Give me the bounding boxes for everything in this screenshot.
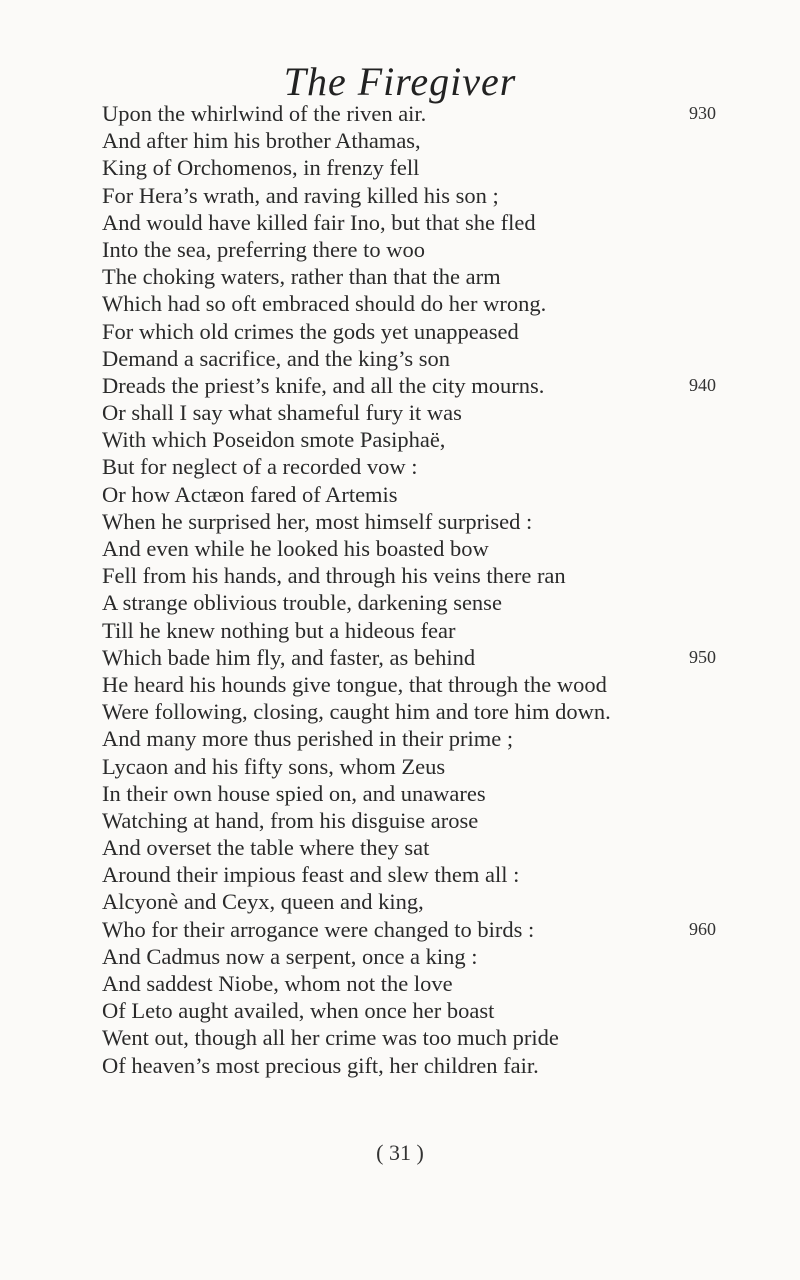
verse-text: Watching at hand, from his disguise arose <box>102 807 479 833</box>
verse-line <box>102 562 722 589</box>
verse-line <box>102 753 722 780</box>
line-number: 950 <box>689 646 716 667</box>
verse-text: Which bade him fly, and faster, as behind <box>102 644 476 670</box>
verse-text: Around their impious feast and slew them all : <box>102 862 520 888</box>
verse-text: Which had so oft embraced should do her wrong. <box>102 291 547 317</box>
verse-line <box>102 535 722 562</box>
verse-line <box>102 943 722 970</box>
verse-line <box>102 453 722 480</box>
verse-text: Who for their arrogance were changed to birds : <box>102 916 535 942</box>
verse-line <box>102 318 722 345</box>
verse-text: In their own house spied on, and unawares <box>102 780 486 806</box>
verse-line <box>102 589 722 616</box>
verse-text: Upon the whirlwind of the riven air. <box>102 101 427 126</box>
verse-text: Fell from his hands, and through his veins there ran <box>102 563 566 589</box>
verse-text: With which Poseidon smote Pasiphaë, <box>102 427 446 453</box>
page-number: ( 31 ) <box>376 1140 424 1165</box>
verse-line <box>102 997 722 1024</box>
verse-line <box>102 127 722 154</box>
verse-line <box>102 345 722 372</box>
verse-line <box>102 671 722 698</box>
verse-line <box>102 399 722 426</box>
verse-text: And would have killed fair Ino, but that she fled <box>102 209 536 235</box>
verse-text: And after him his brother Athamas, <box>102 128 421 154</box>
poem-body <box>102 100 722 1079</box>
verse-line <box>102 209 722 236</box>
verse-text: Went out, though all her crime was too much pride <box>102 1025 559 1051</box>
verse-text: Till he knew nothing but a hideous fear <box>102 617 456 643</box>
verse-text: Alcyonè and Ceyx, queen and king, <box>102 889 424 915</box>
verse-text: Or how Actæon fared of Artemis <box>102 481 398 507</box>
verse-text: And Cadmus now a serpent, once a king : <box>102 943 478 969</box>
line-number: 930 <box>689 103 716 123</box>
verse-line <box>102 698 722 725</box>
verse-text: Into the sea, preferring there to woo <box>102 236 425 262</box>
verse-text: Of heaven’s most precious gift, her children fair. <box>102 1052 539 1078</box>
verse-line <box>102 861 722 888</box>
verse-line <box>102 916 722 943</box>
verse-line <box>102 1024 722 1051</box>
verse-line <box>102 888 722 915</box>
verse-line <box>102 617 722 644</box>
verse-line <box>102 508 722 535</box>
verse-line <box>102 970 722 997</box>
running-head: The Firegiver <box>283 59 517 104</box>
verse-line <box>102 100 722 127</box>
verse-line <box>102 154 722 181</box>
verse-text: Dreads the priest’s knife, and all the city mourns. <box>102 372 545 398</box>
verse-text: Or shall I say what shameful fury it was <box>102 400 462 426</box>
verse-text: He heard his hounds give tongue, that through the wood <box>102 671 607 697</box>
verse-text: For which old crimes the gods yet unappeased <box>102 318 519 344</box>
verse-line <box>102 182 722 209</box>
verse-line <box>102 263 722 290</box>
verse-text: For Hera’s wrath, and raving killed his son ; <box>102 182 499 208</box>
verse-text: King of Orchomenos, in frenzy fell <box>102 155 420 181</box>
verse-line <box>102 807 722 834</box>
verse-line <box>102 780 722 807</box>
verse-line <box>102 236 722 263</box>
verse-text: A strange oblivious trouble, darkening sense <box>102 590 502 616</box>
verse-text: And overset the table where they sat <box>102 835 430 861</box>
verse-text: And many more thus perished in their prime ; <box>102 726 514 752</box>
verse-line <box>102 426 722 453</box>
verse-text: Were following, closing, caught him and tore him down. <box>102 699 611 725</box>
verse-line <box>102 834 722 861</box>
verse-text: Demand a sacrifice, and the king’s son <box>102 345 451 371</box>
verse-line <box>102 1052 722 1079</box>
verse-line <box>102 644 722 671</box>
line-number: 960 <box>689 918 716 939</box>
verse-line <box>102 290 722 317</box>
verse-text: Of Leto aught availed, when once her boast <box>102 998 495 1024</box>
verse-text: But for neglect of a recorded vow : <box>102 454 418 480</box>
verse-text: The choking waters, rather than that the arm <box>102 264 501 290</box>
verse-text: When he surprised her, most himself surprised : <box>102 508 533 534</box>
verse-line <box>102 725 722 752</box>
verse-line <box>102 372 722 399</box>
verse-text: And even while he looked his boasted bow <box>102 536 489 561</box>
verse-line <box>102 481 722 508</box>
line-number: 940 <box>689 374 716 395</box>
verse-text: And saddest Niobe, whom not the love <box>102 971 453 996</box>
verse-text: Lycaon and his fifty sons, whom Zeus <box>102 753 446 779</box>
